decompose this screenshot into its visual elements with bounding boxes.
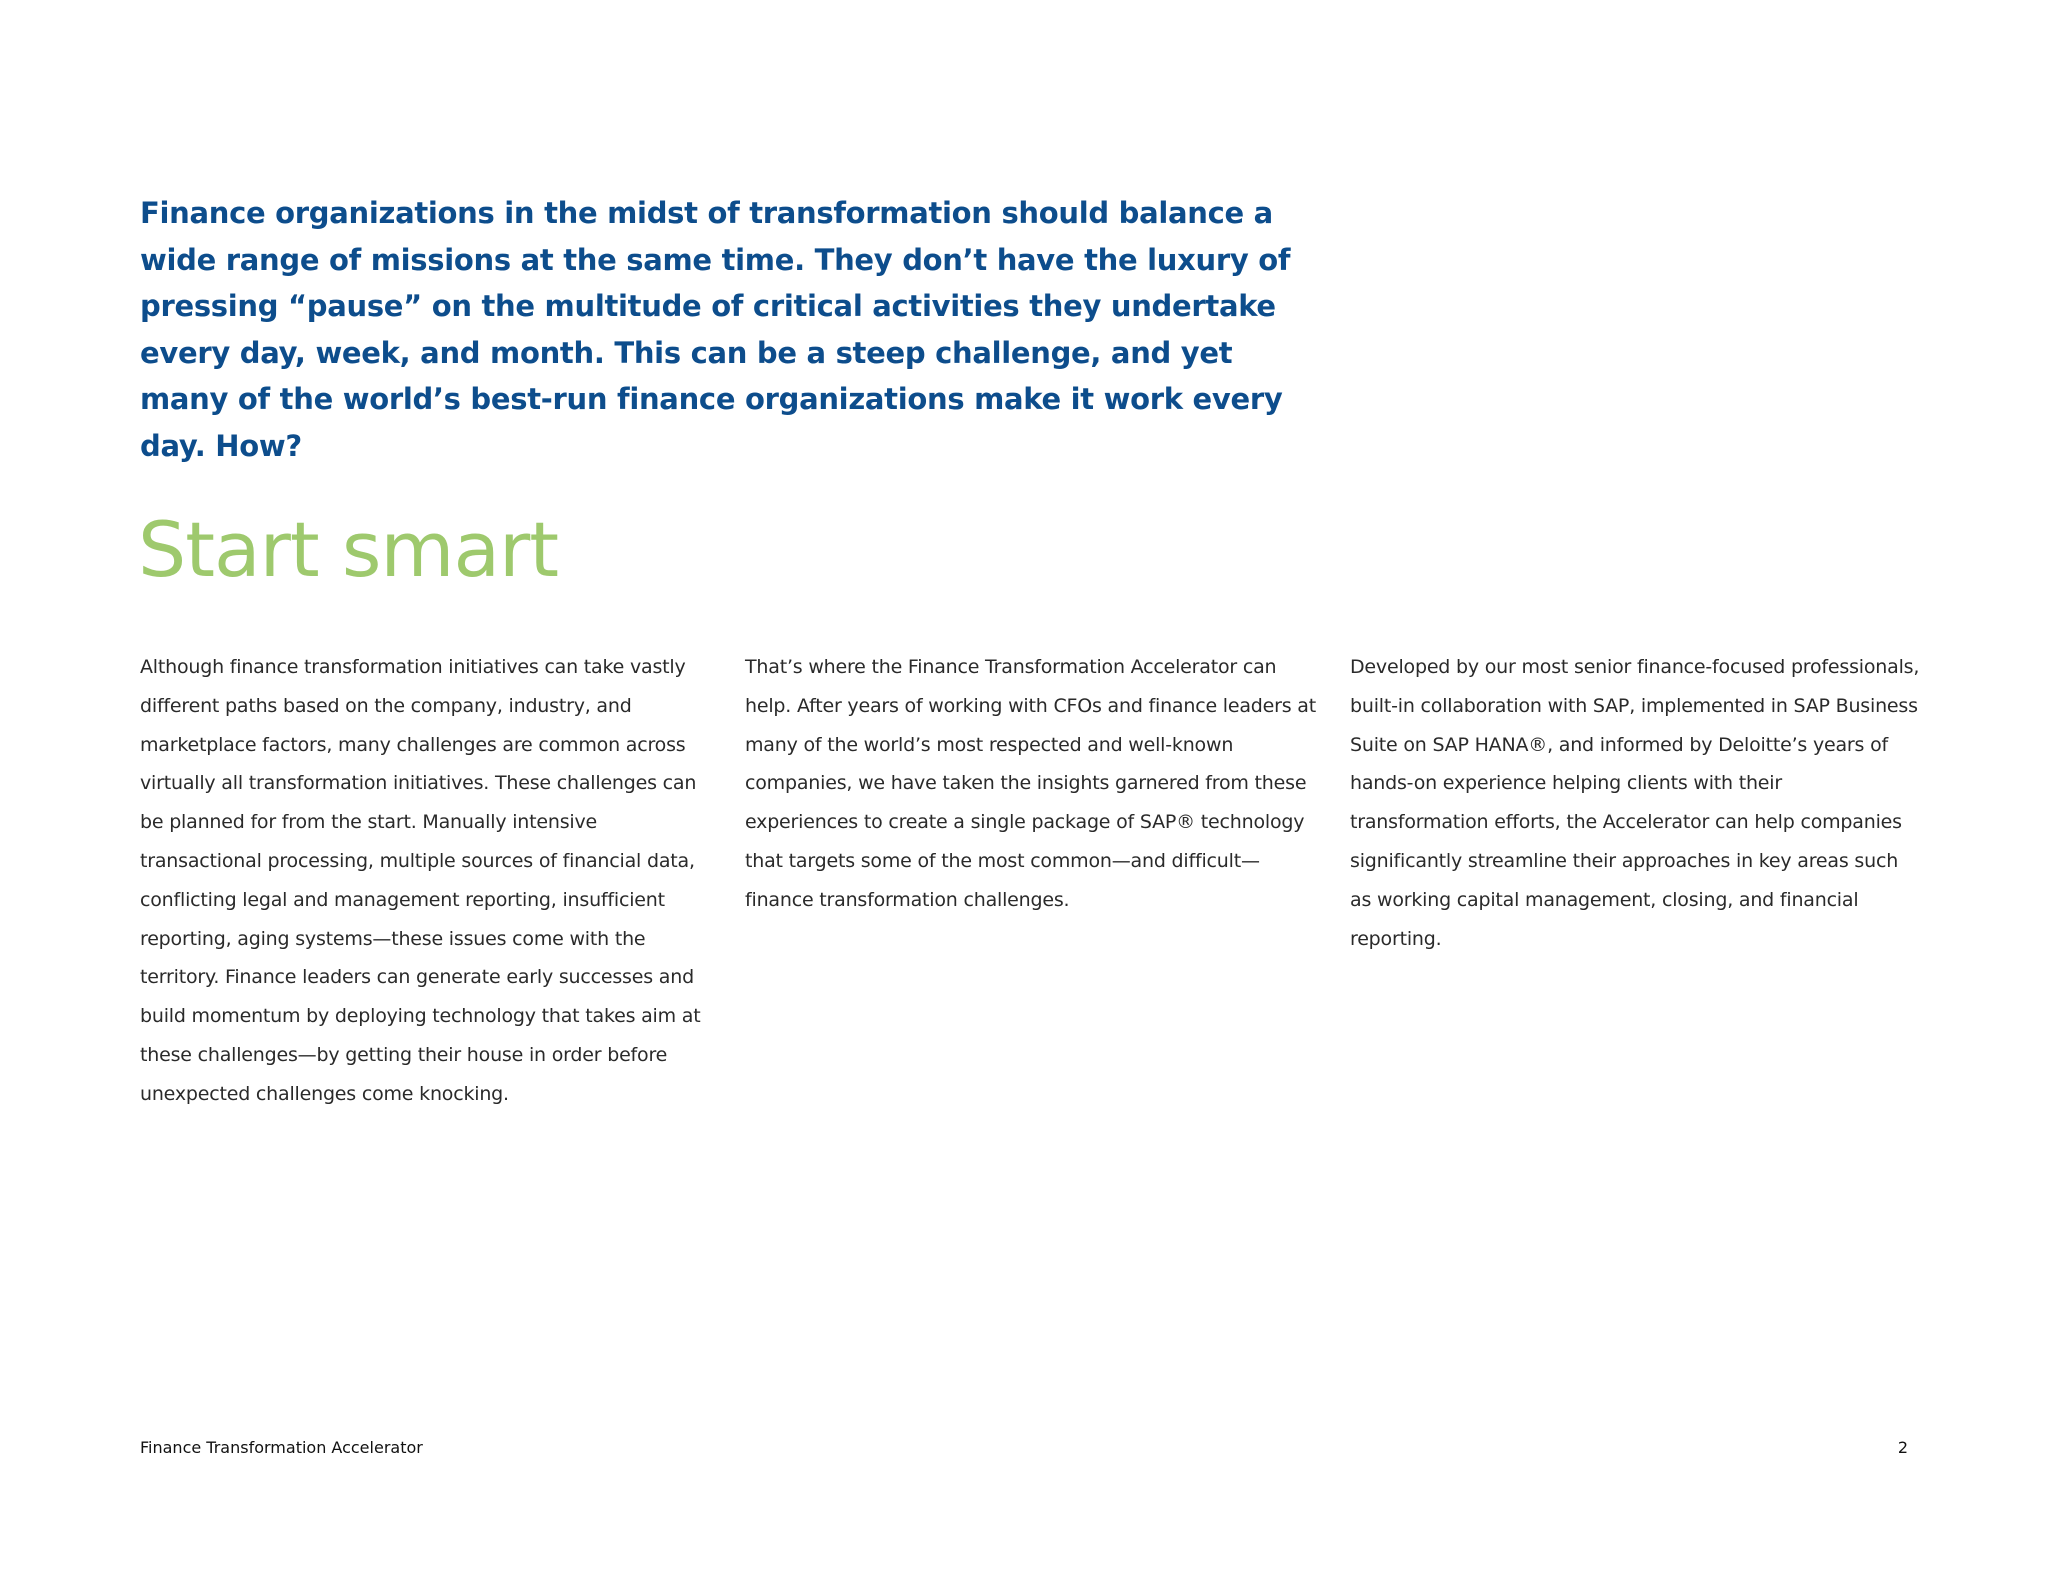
body-column-3: Developed by our most senior finance-focused professionals, built-in collaboration with SAP, implemented in SAP Business Suite on SAP HANA®, and informed by Deloitte’s years of hands-on experience helping clients with their transformation efforts, the Accelerator can help companies significantly streamline their approaches in key areas such as working capital management, closing, and financial reporting.	[1350, 656, 1920, 950]
footer-page-number: 2	[1897, 1438, 1908, 1457]
section-heading: Start smart	[138, 505, 559, 594]
intro-paragraph: Finance organizations in the midst of transformation should balance a wide range of missions at the same time. They don’t have the luxury of pressing “pause” on the multitude of critical activities they undertake every day, week, and month. This can be a steep challenge, and yet many of the world’s best-run finance organizations make it work every day. How?	[140, 196, 1291, 463]
body-columns	[140, 648, 1920, 1128]
body-column-2: That’s where the Finance Transformation Accelerator can help. After years of working with CFOs and finance leaders at many of the world’s most respected and well-known companies, we have taken the insights garnered from these experiences to create a single package of SAP® technology that targets some of the most common—and difficult—finance transformation challenges.	[745, 656, 1316, 911]
footer-document-title: Finance Transformation Accelerator	[140, 1438, 423, 1457]
body-column-1: Although finance transformation initiatives can take vastly different paths based on the company, industry, and marketplace factors, many challenges are common across virtually all transformation initiatives. These challenges can be planned for from the start. Manually intensive transactional processing, multiple sources of financial data, conflicting legal and management reporting, insufficient reporting, aging systems—these issues come with the territory. Finance leaders can generate early successes and build momentum by deploying technology that takes aim at these challenges—by getting their house in order before unexpected challenges come knocking.	[140, 656, 701, 1105]
